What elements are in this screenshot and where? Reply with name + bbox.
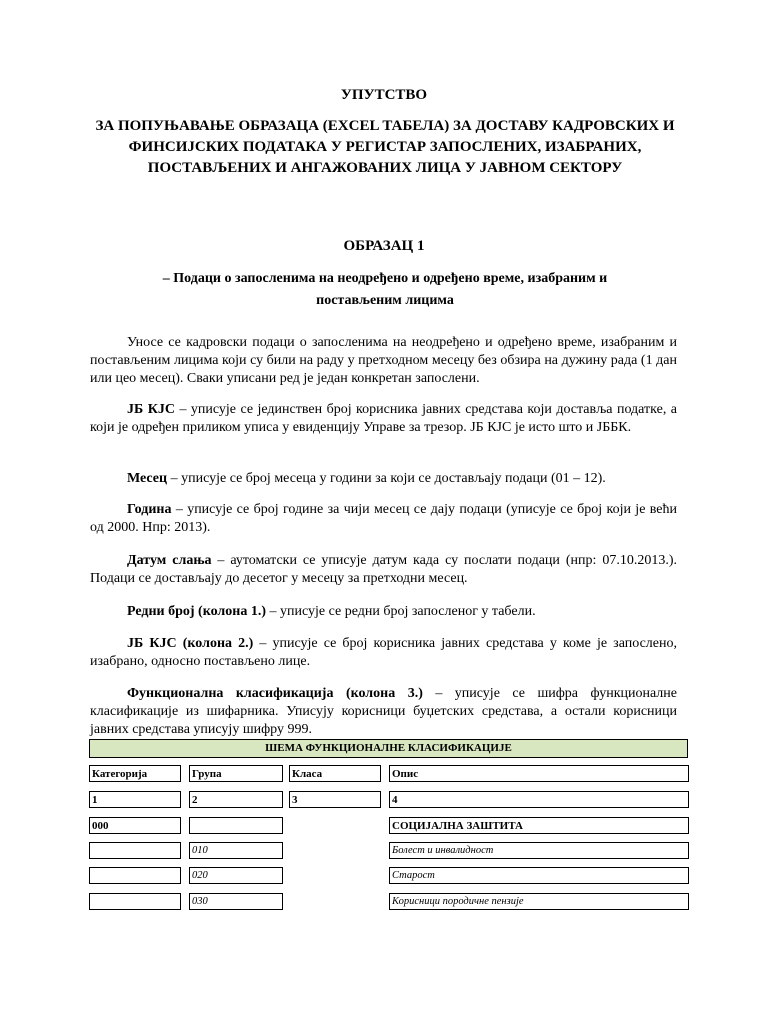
row-description-cell: Болест и инвалидност bbox=[389, 842, 689, 859]
form-title: ОБРАЗАЦ 1 bbox=[343, 238, 425, 254]
document-title: УПУТСТВО bbox=[340, 87, 428, 103]
jbkjs-column-term: ЈБ КЈС (колона 2.) bbox=[127, 636, 254, 651]
functional-classification-text: – уписује се шифра функционалне класификације из шифарника. Уписују корисници буџетских средстава, а остали корисници јавних средстава уписују шифру 999. bbox=[90, 686, 677, 737]
row-description-cell: Старост bbox=[389, 867, 689, 884]
column-header-class: Класа bbox=[289, 765, 381, 782]
ordinal-paragraph bbox=[90, 603, 677, 621]
date-paragraph bbox=[90, 552, 677, 588]
functional-classification-term: Функционална класификација (колона 3.) bbox=[127, 686, 423, 701]
row-group-cell: 020 bbox=[189, 867, 283, 884]
month-paragraph bbox=[90, 470, 677, 488]
row-category-cell: 000 bbox=[89, 817, 181, 834]
jbkjs-column-text: – уписује се број корисника јавних средстава у коме је запослено, изабрано, односно постављено лице. bbox=[90, 636, 677, 669]
row-group-cell: 030 bbox=[189, 893, 283, 910]
month-text: – уписује се број месеца у години за који се достављају подаци (01 – 12). bbox=[167, 471, 606, 486]
schema-title: ШЕМА ФУНКЦИОНАЛНЕ КЛАСИФИКАЦИЈЕ bbox=[89, 739, 688, 758]
row-group-cell: 010 bbox=[189, 842, 283, 859]
month-term: Месец bbox=[127, 471, 168, 486]
column-number-2: 2 bbox=[189, 791, 283, 808]
document-subtitle: ЗА ПОПУЊАВАЊЕ ОБРАЗАЦА (EXCEL ТАБЕЛА) ЗА ДОСТАВУ КАДРОВСКИХ И ФИНСИЈСКИХ ПОДАТАКА У РЕГИСТАР ЗАПОСЛЕНИХ, ИЗАБРАНИХ, ПОСТАВЉЕНИХ И АНГАЖОВАНИХ ЛИЦА У ЈАВНОМ СЕКТОРУ bbox=[95, 118, 675, 176]
date-term: Датум слања bbox=[127, 553, 212, 568]
year-paragraph bbox=[90, 501, 677, 537]
jbkjs-column-paragraph bbox=[90, 635, 677, 671]
year-term: Година bbox=[127, 502, 172, 517]
jbkjs-term: ЈБ КЈС bbox=[127, 402, 175, 417]
date-text: – аутоматски се уписује датум када су послати подаци (нпр: 07.10.2013.). Подаци се достављају до десетог у месецу за претходни месец. bbox=[90, 553, 677, 586]
column-header-group: Група bbox=[189, 765, 283, 782]
row-group-cell bbox=[189, 817, 283, 834]
column-number-1: 1 bbox=[89, 791, 181, 808]
column-number-3: 3 bbox=[289, 791, 381, 808]
row-category-cell bbox=[89, 842, 181, 859]
ordinal-term: Редни број (колона 1.) bbox=[127, 604, 267, 619]
column-header-category: Категорија bbox=[89, 765, 181, 782]
column-header-description: Опис bbox=[389, 765, 689, 782]
row-category-cell bbox=[89, 867, 181, 884]
row-description-cell: СОЦИЈАЛНА ЗАШТИТА bbox=[389, 817, 689, 834]
form-subtitle: – Подаци о запосленима на неодређено и одређено време, изабраним и постављеним лицима bbox=[162, 271, 608, 308]
jbkjs-text: – уписује се јединствен број корисника јавних средстава који доставља податке, а који је одређен приликом уписа у евиденцију Управе за трезор. ЈБ КЈС је исто што и ЈББК. bbox=[90, 402, 677, 435]
row-description-cell: Корисници породичне пензије bbox=[389, 893, 689, 910]
jbkjs-paragraph bbox=[90, 401, 677, 437]
ordinal-text: – уписује се редни број запосленог у табели. bbox=[266, 604, 536, 619]
row-category-cell bbox=[89, 893, 181, 910]
functional-classification-paragraph bbox=[90, 685, 677, 739]
year-text: – уписује се број године за чији месец се дају подаци (уписује се број који је већи од 2000. Нпр: 2013). bbox=[90, 502, 677, 535]
intro-paragraph: Уносе се кадровски подаци о запосленима на неодређено и одређено време, изабраним и постављеним лицима који су били на раду у претходном месецу без обзира на дужину рада (1 дан или цео месец). Сваки уписани ред је један конкретан запослени. bbox=[90, 335, 677, 386]
column-number-4: 4 bbox=[389, 791, 689, 808]
